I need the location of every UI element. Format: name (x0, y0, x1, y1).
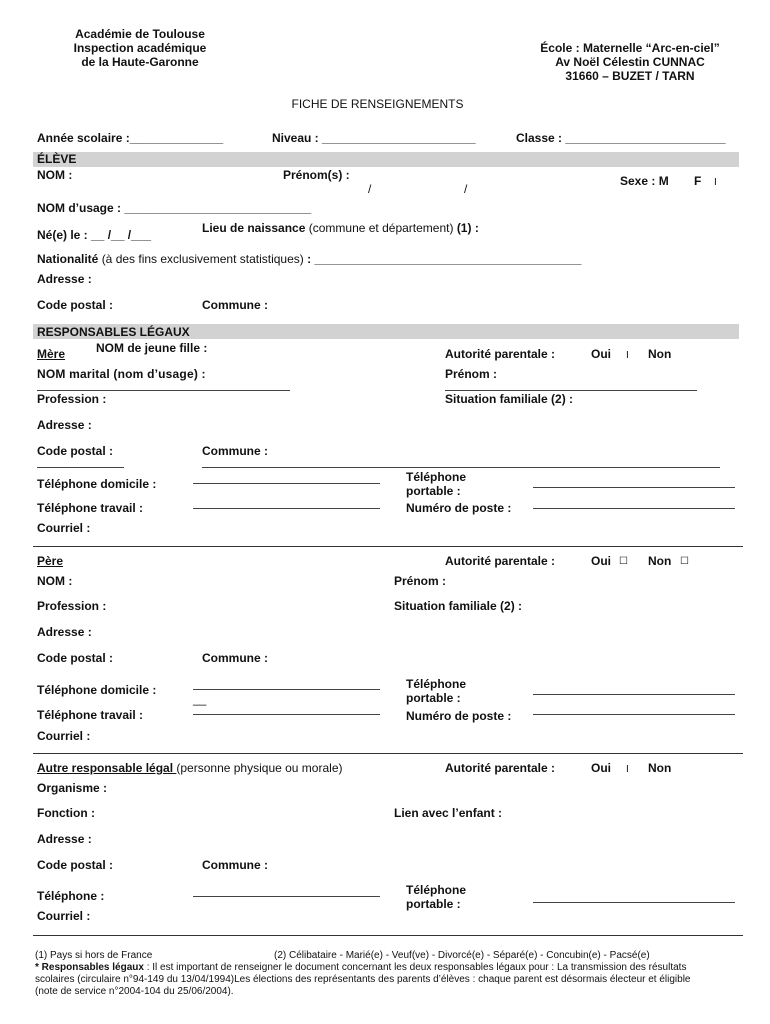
annee-scolaire-field[interactable]: Année scolaire :______________ (37, 131, 224, 145)
mere-adresse-label: Adresse : (37, 418, 92, 432)
separator-footer (33, 935, 743, 936)
pere-prenom-label: Prénom : (394, 574, 447, 588)
pere-autorite-label: Autorité parentale : (445, 554, 556, 568)
pere-tel-travail-label: Téléphone travail : (37, 708, 144, 722)
pere-nom-label: NOM : (37, 574, 73, 588)
eleve-sexe-label: Sexe : M (620, 174, 669, 188)
niveau-field[interactable]: Niveau : _______________________ (272, 131, 476, 145)
eleve-commune-label: Commune : (202, 298, 268, 312)
mere-code-postal-label: Code postal : (37, 444, 114, 458)
mere-profession-label: Profession : (37, 392, 107, 406)
separator-pere-autre (33, 753, 743, 754)
mere-tel-portable-line[interactable] (533, 487, 735, 488)
mere-nom-marital-label: NOM marital (nom d’usage) : (37, 367, 206, 381)
header-right-3: 31660 – BUZET / TARN (565, 69, 695, 83)
lieu-naissance-paren: (commune et département) (308, 221, 454, 235)
mere-prenom-line[interactable] (445, 390, 697, 391)
mere-tel-travail-line[interactable] (193, 508, 380, 509)
mere-nom-jeune-fille-label: NOM de jeune fille : (96, 341, 208, 355)
eleve-sexe-f-label: F (694, 174, 702, 188)
eleve-adresse-label: Adresse : (37, 272, 92, 286)
page-title: FICHE DE RENSEIGNEMENTS (291, 97, 464, 111)
mere-tel-portable-label-2: portable : (406, 484, 461, 498)
separator-mere-pere (33, 546, 743, 547)
autre-tel-portable-label-2: portable : (406, 897, 461, 911)
pere-situation-label: Situation familiale (2) : (394, 599, 523, 613)
autre-commune-label: Commune : (202, 858, 268, 872)
mere-tel-domicile-label: Téléphone domicile : (37, 477, 157, 491)
pere-tel-portable-label-1: Téléphone (406, 677, 467, 691)
pere-title: Père (37, 554, 64, 568)
nationalite-paren: (à des fins exclusivement statistiques) (101, 252, 304, 266)
footnote-line-3: (note de service n°2004-104 du 25/06/2004). (35, 986, 234, 997)
footnote-1: (1) Pays si hors de France (35, 950, 153, 961)
autre-fonction-label: Fonction : (37, 806, 95, 820)
eleve-nom-usage-field[interactable]: NOM d’usage : ____________________________ (37, 201, 312, 215)
autre-oui-checkbox[interactable]: I (626, 764, 629, 775)
pere-non-label: Non (648, 554, 672, 568)
autre-non-label: Non (648, 761, 672, 775)
lieu-naissance-row (202, 221, 479, 235)
lieu-naissance-label: Lieu de naissance (202, 221, 306, 235)
autre-tel-line[interactable] (193, 896, 380, 897)
pere-poste-label: Numéro de poste : (406, 709, 512, 723)
autre-tel-portable-label-1: Téléphone (406, 883, 467, 897)
nationalite-row[interactable] (37, 252, 581, 266)
pere-tel-portable-label-2: portable : (406, 691, 461, 705)
header-right-1: École : Maternelle “Arc-en-ciel” (540, 41, 720, 55)
mere-oui-checkbox[interactable]: I (626, 350, 629, 361)
eleve-prenoms-label: Prénom(s) : (283, 168, 350, 182)
pere-tel-portable-line[interactable] (533, 694, 735, 695)
section-eleve-title: ÉLÈVE (37, 152, 77, 166)
section-responsables-title: RESPONSABLES LÉGAUX (37, 325, 190, 339)
header-left-1: Académie de Toulouse (75, 27, 205, 41)
header-left-3: de la Haute-Garonne (81, 55, 199, 69)
mere-title: Mère (37, 347, 66, 361)
pere-adresse-label: Adresse : (37, 625, 92, 639)
mere-poste-line[interactable] (533, 508, 735, 509)
pere-poste-line[interactable] (533, 714, 735, 715)
eleve-date-naissance-field[interactable]: Né(e) le : __ /__ /___ (37, 228, 152, 242)
pere-courriel-label: Courriel : (37, 729, 91, 743)
footnote-star-bold: * Responsables légaux (35, 962, 144, 973)
pere-tel-domicile-line[interactable] (193, 689, 380, 690)
header-right-2: Av Noël Célestin CUNNAC (555, 55, 705, 69)
mere-non-label: Non (648, 347, 672, 361)
pere-commune-label: Commune : (202, 651, 268, 665)
lieu-naissance-note: (1) : (456, 221, 479, 235)
nationalite-line[interactable]: : ________________________________________ (307, 252, 582, 266)
pere-oui-label: Oui (591, 554, 611, 568)
prenom-separator-1: / (368, 182, 372, 196)
pere-non-checkbox[interactable]: ☐ (680, 556, 689, 567)
mere-commune-label: Commune : (202, 444, 268, 458)
eleve-code-postal-label: Code postal : (37, 298, 114, 312)
footnote-line-2: scolaires (circulaire n°94-149 du 13/04/1994)Les élections des représentants des parents d’élèves : chaque parent est désormais électeur et éligible (35, 974, 691, 985)
pere-tel-travail-line[interactable] (193, 714, 380, 715)
eleve-nom-label: NOM : (37, 168, 73, 182)
classe-field[interactable]: Classe : ________________________ (516, 131, 726, 145)
pere-code-postal-label: Code postal : (37, 651, 114, 665)
autre-autorite-label: Autorité parentale : (445, 761, 556, 775)
pere-oui-checkbox[interactable]: ☐ (619, 556, 628, 567)
mere-commune-line[interactable] (202, 467, 720, 468)
autre-tel-label: Téléphone : (37, 889, 105, 903)
footnote-star-text: : Il est important de renseigner le document concernant les deux responsables légaux pour : La transmission des résultats (143, 962, 687, 973)
mere-tel-portable-label-1: Téléphone (406, 470, 467, 484)
pere-tel-domicile-extra: __ (193, 692, 207, 706)
autre-lien-label: Lien avec l’enfant : (394, 806, 503, 820)
mere-code-postal-line[interactable] (37, 467, 124, 468)
autre-courriel-label: Courriel : (37, 909, 91, 923)
prenom-separator-2: / (464, 182, 468, 196)
pere-tel-domicile-label: Téléphone domicile : (37, 683, 157, 697)
autre-organisme-label: Organisme : (37, 781, 108, 795)
mere-situation-label: Situation familiale (2) : (445, 392, 574, 406)
mere-nom-marital-line[interactable] (37, 390, 290, 391)
autre-tel-portable-line[interactable] (533, 902, 735, 903)
autre-oui-label: Oui (591, 761, 611, 775)
mere-courriel-label: Courriel : (37, 521, 91, 535)
autre-paren: (personne physique ou morale) (176, 761, 343, 775)
nationalite-label: Nationalité (37, 252, 99, 266)
autre-adresse-label: Adresse : (37, 832, 92, 846)
mere-autorite-label: Autorité parentale : (445, 347, 556, 361)
mere-prenom-label: Prénom : (445, 367, 498, 381)
mere-poste-label: Numéro de poste : (406, 501, 512, 515)
section-band-eleve (33, 152, 739, 167)
mere-tel-travail-label: Téléphone travail : (37, 501, 144, 515)
autre-code-postal-label: Code postal : (37, 858, 114, 872)
autre-title: Autre responsable légal (37, 761, 177, 775)
footnote-2: (2) Célibataire - Marié(e) - Veuf(ve) - Divorcé(e) - Séparé(e) - Concubin(e) - Pacsé(e) (274, 950, 650, 961)
autre-title-row (37, 761, 343, 775)
mere-tel-domicile-line[interactable] (193, 483, 380, 484)
mere-oui-label: Oui (591, 347, 611, 361)
pere-profession-label: Profession : (37, 599, 107, 613)
sexe-f-checkbox[interactable]: I (714, 177, 717, 188)
footnote-star-row (35, 962, 686, 973)
header-left-2: Inspection académique (73, 41, 207, 55)
